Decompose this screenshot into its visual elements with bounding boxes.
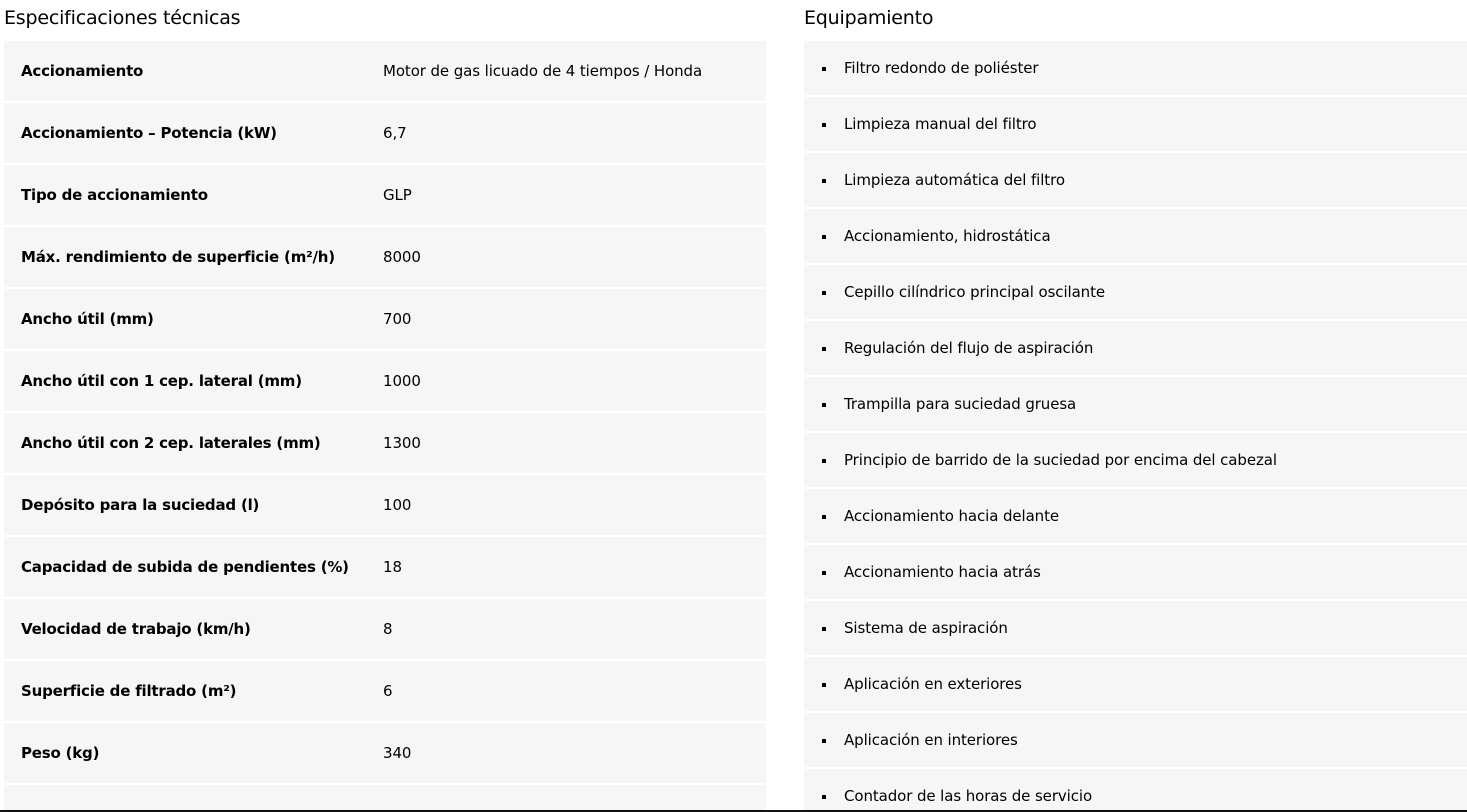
spec-value: 700 — [383, 310, 412, 328]
equipment-item — [804, 489, 1467, 545]
equipment-item-label: Principio de barrido de la suciedad por encima del cabezal — [844, 451, 1277, 469]
bullet-icon — [822, 403, 826, 407]
spec-value: 18 — [383, 558, 402, 576]
spec-label: Accionamiento – Potencia (kW) — [21, 124, 277, 142]
spec-value: 1300 — [383, 434, 421, 452]
equipment-item — [804, 433, 1467, 489]
equipment-item — [804, 713, 1467, 769]
equipment-item-label: Limpieza manual del filtro — [844, 115, 1037, 133]
bullet-icon — [822, 627, 826, 631]
spec-row — [4, 289, 766, 351]
spec-row — [4, 537, 766, 599]
spec-value: 6 — [383, 682, 393, 700]
spec-value: 340 — [383, 744, 412, 762]
spec-label: Superficie de filtrado (m²) — [21, 682, 237, 700]
specs-section-title: Especificaciones técnicas — [4, 7, 241, 29]
spec-value: GLP — [383, 186, 412, 204]
equipment-item — [804, 97, 1467, 153]
spec-row — [4, 103, 766, 165]
bullet-icon — [822, 795, 826, 799]
spec-value: 1000 — [383, 372, 421, 390]
specs-table — [4, 41, 766, 812]
equipment-item — [804, 321, 1467, 377]
spec-label: Depósito para la suciedad (l) — [21, 496, 260, 514]
spec-row — [4, 599, 766, 661]
equipment-list — [804, 41, 1467, 812]
equipment-item-label: Cepillo cilíndrico principal oscilante — [844, 283, 1105, 301]
equipment-item-label: Sistema de aspiración — [844, 619, 1008, 637]
bullet-icon — [822, 123, 826, 127]
spec-label: Tipo de accionamiento — [21, 186, 208, 204]
bullet-icon — [822, 291, 826, 295]
spec-row — [4, 41, 766, 103]
equipment-item-label: Aplicación en exteriores — [844, 675, 1022, 693]
bullet-icon — [822, 235, 826, 239]
equipment-item-label: Accionamiento hacia delante — [844, 507, 1059, 525]
equipment-item — [804, 41, 1467, 97]
spec-label: Máx. rendimiento de superficie (m²/h) — [21, 248, 335, 266]
bullet-icon — [822, 739, 826, 743]
equipment-item-label: Filtro redondo de poliéster — [844, 59, 1039, 77]
bullet-icon — [822, 515, 826, 519]
equipment-item — [804, 769, 1467, 812]
spec-row — [4, 723, 766, 785]
spec-label: Ancho útil con 2 cep. laterales (mm) — [21, 434, 321, 452]
equipment-item — [804, 657, 1467, 713]
spec-row — [4, 351, 766, 413]
bullet-icon — [822, 683, 826, 687]
spec-row — [4, 413, 766, 475]
spec-row — [4, 475, 766, 537]
spec-label: Velocidad de trabajo (km/h) — [21, 620, 251, 638]
equipment-item — [804, 209, 1467, 265]
bullet-icon — [822, 67, 826, 71]
spec-label: Peso (kg) — [21, 744, 100, 762]
equipment-item-label: Limpieza automática del filtro — [844, 171, 1065, 189]
spec-row — [4, 785, 766, 812]
spec-value: 8000 — [383, 248, 421, 266]
spec-value: 100 — [383, 496, 412, 514]
spec-row — [4, 227, 766, 289]
equipment-item-label: Trampilla para suciedad gruesa — [844, 395, 1077, 413]
spec-row — [4, 165, 766, 227]
equipment-item-label: Accionamiento, hidrostática — [844, 227, 1051, 245]
equipment-item — [804, 265, 1467, 321]
spec-value: Motor de gas licuado de 4 tiempos / Honda — [383, 62, 703, 80]
bullet-icon — [822, 571, 826, 575]
equipment-item — [804, 377, 1467, 433]
bullet-icon — [822, 179, 826, 183]
equipment-item-label: Aplicación en interiores — [844, 731, 1018, 749]
bullet-icon — [822, 459, 826, 463]
spec-label: Ancho útil con 1 cep. lateral (mm) — [21, 372, 302, 390]
spec-label: Accionamiento — [21, 62, 144, 80]
spec-label: Ancho útil (mm) — [21, 310, 154, 328]
equipment-item — [804, 153, 1467, 209]
spec-value: 6,7 — [383, 124, 407, 142]
equipment-item — [804, 545, 1467, 601]
equipment-item-label: Contador de las horas de servicio — [844, 787, 1093, 805]
equipment-item-label: Regulación del flujo de aspiración — [844, 339, 1094, 357]
spec-row — [4, 661, 766, 723]
equipment-item — [804, 601, 1467, 657]
spec-label: Capacidad de subida de pendientes (%) — [21, 558, 349, 576]
equipment-item-label: Accionamiento hacia atrás — [844, 563, 1041, 581]
spec-value: 8 — [383, 620, 393, 638]
bullet-icon — [822, 347, 826, 351]
equipment-section-title: Equipamiento — [804, 7, 934, 29]
